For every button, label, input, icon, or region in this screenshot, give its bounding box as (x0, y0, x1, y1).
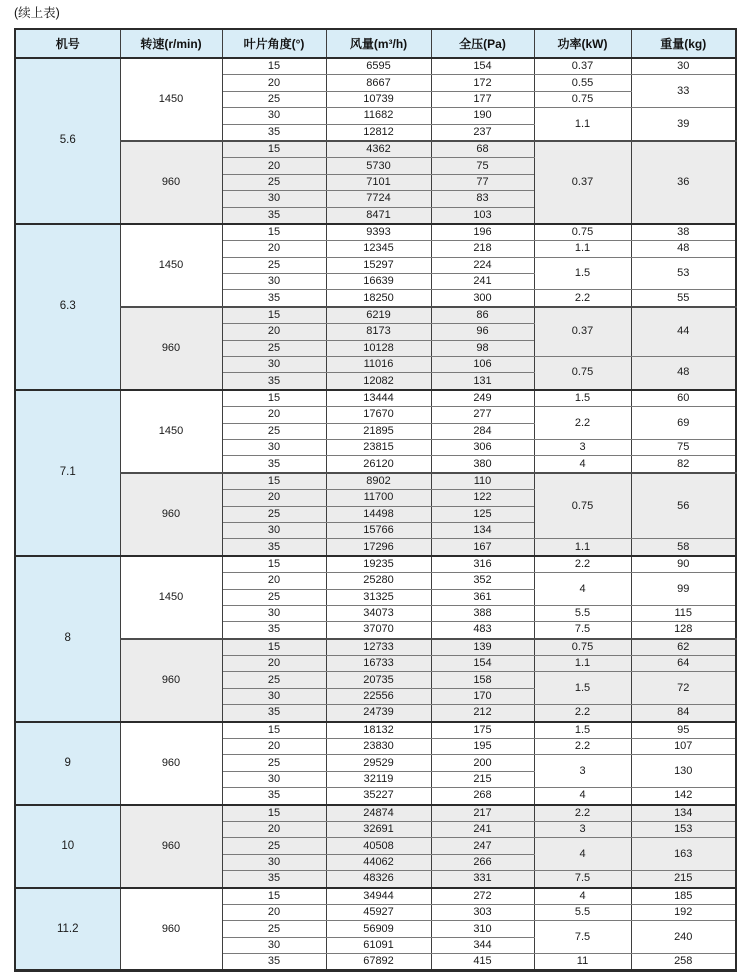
pressure-cell: 170 (431, 688, 534, 704)
angle-cell: 20 (222, 904, 326, 920)
weight-cell: 163 (631, 838, 736, 871)
angle-cell: 15 (222, 805, 326, 822)
weight-cell: 153 (631, 821, 736, 837)
flow-cell: 32691 (326, 821, 431, 837)
pressure-cell: 195 (431, 739, 534, 755)
flow-cell: 11682 (326, 108, 431, 124)
weight-cell: 33 (631, 75, 736, 108)
power-cell: 4 (534, 573, 631, 606)
power-cell: 0.55 (534, 75, 631, 91)
pressure-cell: 249 (431, 390, 534, 407)
angle-cell: 25 (222, 506, 326, 522)
table-continuation-note: (续上表) (14, 6, 60, 20)
pressure-cell: 134 (431, 522, 534, 538)
angle-cell: 30 (222, 108, 326, 124)
weight-cell: 48 (631, 357, 736, 390)
angle-cell: 25 (222, 755, 326, 771)
pressure-cell: 190 (431, 108, 534, 124)
flow-cell: 7101 (326, 174, 431, 190)
weight-cell: 90 (631, 556, 736, 573)
power-cell: 1.5 (534, 722, 631, 739)
power-cell: 0.37 (534, 307, 631, 357)
weight-cell: 53 (631, 257, 736, 290)
pressure-cell: 277 (431, 407, 534, 423)
header-cell: 重量(kg) (631, 29, 736, 58)
pressure-cell: 122 (431, 490, 534, 506)
flow-cell: 20735 (326, 672, 431, 688)
pressure-cell: 284 (431, 423, 534, 439)
angle-cell: 25 (222, 921, 326, 937)
flow-cell: 6219 (326, 307, 431, 324)
pressure-cell: 175 (431, 722, 534, 739)
angle-cell: 35 (222, 124, 326, 141)
angle-cell: 35 (222, 539, 326, 556)
pressure-cell: 331 (431, 871, 534, 888)
pressure-cell: 266 (431, 854, 534, 870)
pressure-cell: 139 (431, 639, 534, 656)
angle-cell: 30 (222, 274, 326, 290)
angle-cell: 35 (222, 290, 326, 307)
flow-cell: 25280 (326, 573, 431, 589)
table-row (15, 722, 736, 739)
machine-cell: 8 (15, 556, 120, 722)
angle-cell: 35 (222, 373, 326, 390)
flow-cell: 15297 (326, 257, 431, 273)
header-cell: 转速(r/min) (120, 29, 222, 58)
speed-cell: 960 (120, 473, 222, 556)
pressure-cell: 131 (431, 373, 534, 390)
flow-cell: 17670 (326, 407, 431, 423)
angle-cell: 35 (222, 456, 326, 473)
power-cell: 0.37 (534, 141, 631, 224)
weight-cell: 44 (631, 307, 736, 357)
table-row (15, 224, 736, 241)
speed-cell: 960 (120, 639, 222, 722)
angle-cell: 20 (222, 656, 326, 672)
speed-cell: 1450 (120, 556, 222, 639)
pressure-cell: 310 (431, 921, 534, 937)
power-cell: 1.1 (534, 241, 631, 257)
pressure-cell: 177 (431, 91, 534, 107)
speed-cell: 960 (120, 888, 222, 971)
weight-cell: 84 (631, 705, 736, 722)
power-cell: 4 (534, 888, 631, 905)
angle-cell: 25 (222, 257, 326, 273)
pressure-cell: 303 (431, 904, 534, 920)
weight-cell: 69 (631, 407, 736, 440)
weight-cell: 56 (631, 473, 736, 539)
angle-cell: 30 (222, 688, 326, 704)
speed-cell: 1450 (120, 224, 222, 307)
flow-cell: 48326 (326, 871, 431, 888)
weight-cell: 240 (631, 921, 736, 954)
power-cell: 1.5 (534, 390, 631, 407)
flow-cell: 61091 (326, 937, 431, 953)
flow-cell: 10739 (326, 91, 431, 107)
angle-cell: 35 (222, 622, 326, 639)
weight-cell: 72 (631, 672, 736, 705)
power-cell: 0.75 (534, 639, 631, 656)
power-cell: 11 (534, 954, 631, 971)
power-cell: 0.75 (534, 224, 631, 241)
power-cell: 3 (534, 755, 631, 788)
weight-cell: 95 (631, 722, 736, 739)
angle-cell: 30 (222, 854, 326, 870)
power-cell: 2.2 (534, 290, 631, 307)
pressure-cell: 172 (431, 75, 534, 91)
speed-cell: 1450 (120, 58, 222, 141)
weight-cell: 130 (631, 755, 736, 788)
flow-cell: 11700 (326, 490, 431, 506)
flow-cell: 32119 (326, 771, 431, 787)
flow-cell: 8173 (326, 324, 431, 340)
flow-cell: 24874 (326, 805, 431, 822)
angle-cell: 15 (222, 888, 326, 905)
power-cell: 0.37 (534, 58, 631, 75)
weight-cell: 134 (631, 805, 736, 822)
weight-cell: 142 (631, 788, 736, 805)
angle-cell: 25 (222, 174, 326, 190)
flow-cell: 19235 (326, 556, 431, 573)
pressure-cell: 306 (431, 439, 534, 455)
table-row (15, 307, 736, 324)
power-cell: 0.75 (534, 473, 631, 539)
pressure-cell: 352 (431, 573, 534, 589)
angle-cell: 25 (222, 423, 326, 439)
angle-cell: 20 (222, 158, 326, 174)
flow-cell: 16733 (326, 656, 431, 672)
flow-cell: 10128 (326, 340, 431, 356)
power-cell: 2.2 (534, 705, 631, 722)
power-cell: 7.5 (534, 921, 631, 954)
flow-cell: 21895 (326, 423, 431, 439)
power-cell: 4 (534, 838, 631, 871)
power-cell: 2.2 (534, 739, 631, 755)
machine-cell: 5.6 (15, 58, 120, 224)
pressure-cell: 215 (431, 771, 534, 787)
weight-cell: 107 (631, 739, 736, 755)
pressure-cell: 388 (431, 605, 534, 621)
pressure-cell: 218 (431, 241, 534, 257)
pressure-cell: 361 (431, 589, 534, 605)
weight-cell: 64 (631, 656, 736, 672)
speed-cell: 960 (120, 307, 222, 390)
header-cell: 风量(m³/h) (326, 29, 431, 58)
table-row (15, 556, 736, 573)
flow-cell: 23815 (326, 439, 431, 455)
pressure-cell: 196 (431, 224, 534, 241)
power-cell: 0.75 (534, 357, 631, 390)
table-header (15, 29, 736, 58)
angle-cell: 35 (222, 788, 326, 805)
angle-cell: 15 (222, 58, 326, 75)
table-row (15, 639, 736, 656)
power-cell: 3 (534, 439, 631, 455)
machine-cell: 9 (15, 722, 120, 805)
pressure-cell: 380 (431, 456, 534, 473)
pressure-cell: 110 (431, 473, 534, 490)
machine-cell: 10 (15, 805, 120, 888)
header-cell: 全压(Pa) (431, 29, 534, 58)
pressure-cell: 415 (431, 954, 534, 971)
pressure-cell: 98 (431, 340, 534, 356)
power-cell: 0.75 (534, 91, 631, 107)
angle-cell: 15 (222, 141, 326, 158)
pressure-cell: 316 (431, 556, 534, 573)
pressure-cell: 483 (431, 622, 534, 639)
power-cell: 5.5 (534, 605, 631, 621)
power-cell: 7.5 (534, 622, 631, 639)
flow-cell: 8471 (326, 207, 431, 224)
power-cell: 2.2 (534, 556, 631, 573)
power-cell: 1.1 (534, 108, 631, 141)
power-cell: 1.1 (534, 656, 631, 672)
flow-cell: 8902 (326, 473, 431, 490)
pressure-cell: 300 (431, 290, 534, 307)
table-row (15, 141, 736, 158)
flow-cell: 31325 (326, 589, 431, 605)
power-cell: 2.2 (534, 805, 631, 822)
flow-cell: 12082 (326, 373, 431, 390)
flow-cell: 13444 (326, 390, 431, 407)
pressure-cell: 247 (431, 838, 534, 854)
flow-cell: 44062 (326, 854, 431, 870)
pressure-cell: 154 (431, 58, 534, 75)
pressure-cell: 158 (431, 672, 534, 688)
power-cell: 7.5 (534, 871, 631, 888)
power-cell: 1.5 (534, 257, 631, 290)
table-row (15, 390, 736, 407)
pressure-cell: 96 (431, 324, 534, 340)
angle-cell: 35 (222, 954, 326, 971)
angle-cell: 30 (222, 522, 326, 538)
flow-cell: 26120 (326, 456, 431, 473)
weight-cell: 185 (631, 888, 736, 905)
weight-cell: 58 (631, 539, 736, 556)
angle-cell: 35 (222, 705, 326, 722)
speed-cell: 960 (120, 805, 222, 888)
angle-cell: 25 (222, 672, 326, 688)
angle-cell: 35 (222, 871, 326, 888)
angle-cell: 15 (222, 722, 326, 739)
spec-table-body (15, 58, 736, 971)
flow-cell: 56909 (326, 921, 431, 937)
flow-cell: 24739 (326, 705, 431, 722)
flow-cell: 8667 (326, 75, 431, 91)
angle-cell: 20 (222, 241, 326, 257)
angle-cell: 25 (222, 91, 326, 107)
angle-cell: 30 (222, 605, 326, 621)
flow-cell: 5730 (326, 158, 431, 174)
power-cell: 1.5 (534, 672, 631, 705)
angle-cell: 20 (222, 324, 326, 340)
weight-cell: 60 (631, 390, 736, 407)
angle-cell: 35 (222, 207, 326, 224)
machine-cell: 11.2 (15, 888, 120, 971)
weight-cell: 215 (631, 871, 736, 888)
table-row (15, 805, 736, 822)
angle-cell: 25 (222, 838, 326, 854)
header-cell: 功率(kW) (534, 29, 631, 58)
weight-cell: 82 (631, 456, 736, 473)
flow-cell: 6595 (326, 58, 431, 75)
machine-cell: 7.1 (15, 390, 120, 556)
flow-cell: 17296 (326, 539, 431, 556)
flow-cell: 7724 (326, 191, 431, 207)
angle-cell: 30 (222, 937, 326, 953)
pressure-cell: 77 (431, 174, 534, 190)
flow-cell: 18250 (326, 290, 431, 307)
pressure-cell: 272 (431, 888, 534, 905)
angle-cell: 25 (222, 589, 326, 605)
pressure-cell: 68 (431, 141, 534, 158)
angle-cell: 15 (222, 639, 326, 656)
flow-cell: 18132 (326, 722, 431, 739)
pressure-cell: 212 (431, 705, 534, 722)
flow-cell: 15766 (326, 522, 431, 538)
angle-cell: 15 (222, 556, 326, 573)
angle-cell: 20 (222, 75, 326, 91)
pressure-cell: 86 (431, 307, 534, 324)
flow-cell: 40508 (326, 838, 431, 854)
pressure-cell: 200 (431, 755, 534, 771)
flow-cell: 12345 (326, 241, 431, 257)
machine-cell: 6.3 (15, 224, 120, 390)
table-row (15, 473, 736, 490)
angle-cell: 20 (222, 407, 326, 423)
angle-cell: 20 (222, 490, 326, 506)
flow-cell: 29529 (326, 755, 431, 771)
weight-cell: 36 (631, 141, 736, 224)
angle-cell: 20 (222, 739, 326, 755)
flow-cell: 37070 (326, 622, 431, 639)
pressure-cell: 125 (431, 506, 534, 522)
power-cell: 5.5 (534, 904, 631, 920)
angle-cell: 20 (222, 821, 326, 837)
angle-cell: 30 (222, 439, 326, 455)
angle-cell: 20 (222, 573, 326, 589)
pressure-cell: 344 (431, 937, 534, 953)
flow-cell: 67892 (326, 954, 431, 971)
power-cell: 1.1 (534, 539, 631, 556)
angle-cell: 25 (222, 340, 326, 356)
pressure-cell: 237 (431, 124, 534, 141)
flow-cell: 14498 (326, 506, 431, 522)
angle-cell: 15 (222, 473, 326, 490)
flow-cell: 12733 (326, 639, 431, 656)
header-cell: 叶片角度(°) (222, 29, 326, 58)
power-cell: 4 (534, 456, 631, 473)
power-cell: 4 (534, 788, 631, 805)
weight-cell: 99 (631, 573, 736, 606)
angle-cell: 30 (222, 771, 326, 787)
flow-cell: 12812 (326, 124, 431, 141)
flow-cell: 4362 (326, 141, 431, 158)
pressure-cell: 154 (431, 656, 534, 672)
speed-cell: 960 (120, 722, 222, 805)
angle-cell: 30 (222, 357, 326, 373)
weight-cell: 115 (631, 605, 736, 621)
flow-cell: 11016 (326, 357, 431, 373)
angle-cell: 15 (222, 307, 326, 324)
pressure-cell: 241 (431, 274, 534, 290)
pressure-cell: 217 (431, 805, 534, 822)
flow-cell: 45927 (326, 904, 431, 920)
power-cell: 3 (534, 821, 631, 837)
weight-cell: 75 (631, 439, 736, 455)
angle-cell: 15 (222, 390, 326, 407)
pressure-cell: 224 (431, 257, 534, 273)
weight-cell: 62 (631, 639, 736, 656)
pressure-cell: 106 (431, 357, 534, 373)
weight-cell: 128 (631, 622, 736, 639)
flow-cell: 22556 (326, 688, 431, 704)
pressure-cell: 268 (431, 788, 534, 805)
header-row (15, 29, 736, 58)
flow-cell: 23830 (326, 739, 431, 755)
power-cell: 2.2 (534, 407, 631, 440)
weight-cell: 39 (631, 108, 736, 141)
weight-cell: 55 (631, 290, 736, 307)
pressure-cell: 83 (431, 191, 534, 207)
flow-cell: 34944 (326, 888, 431, 905)
flow-cell: 16639 (326, 274, 431, 290)
header-cell: 机号 (15, 29, 120, 58)
weight-cell: 38 (631, 224, 736, 241)
weight-cell: 48 (631, 241, 736, 257)
pressure-cell: 75 (431, 158, 534, 174)
angle-cell: 30 (222, 191, 326, 207)
speed-cell: 960 (120, 141, 222, 224)
flow-cell: 34073 (326, 605, 431, 621)
flow-cell: 9393 (326, 224, 431, 241)
table-row (15, 58, 736, 75)
flow-cell: 35227 (326, 788, 431, 805)
speed-cell: 1450 (120, 390, 222, 473)
weight-cell: 258 (631, 954, 736, 971)
pressure-cell: 103 (431, 207, 534, 224)
table-row (15, 888, 736, 905)
fan-spec-table (14, 28, 737, 972)
pressure-cell: 167 (431, 539, 534, 556)
angle-cell: 15 (222, 224, 326, 241)
weight-cell: 192 (631, 904, 736, 920)
weight-cell: 30 (631, 58, 736, 75)
pressure-cell: 241 (431, 821, 534, 837)
